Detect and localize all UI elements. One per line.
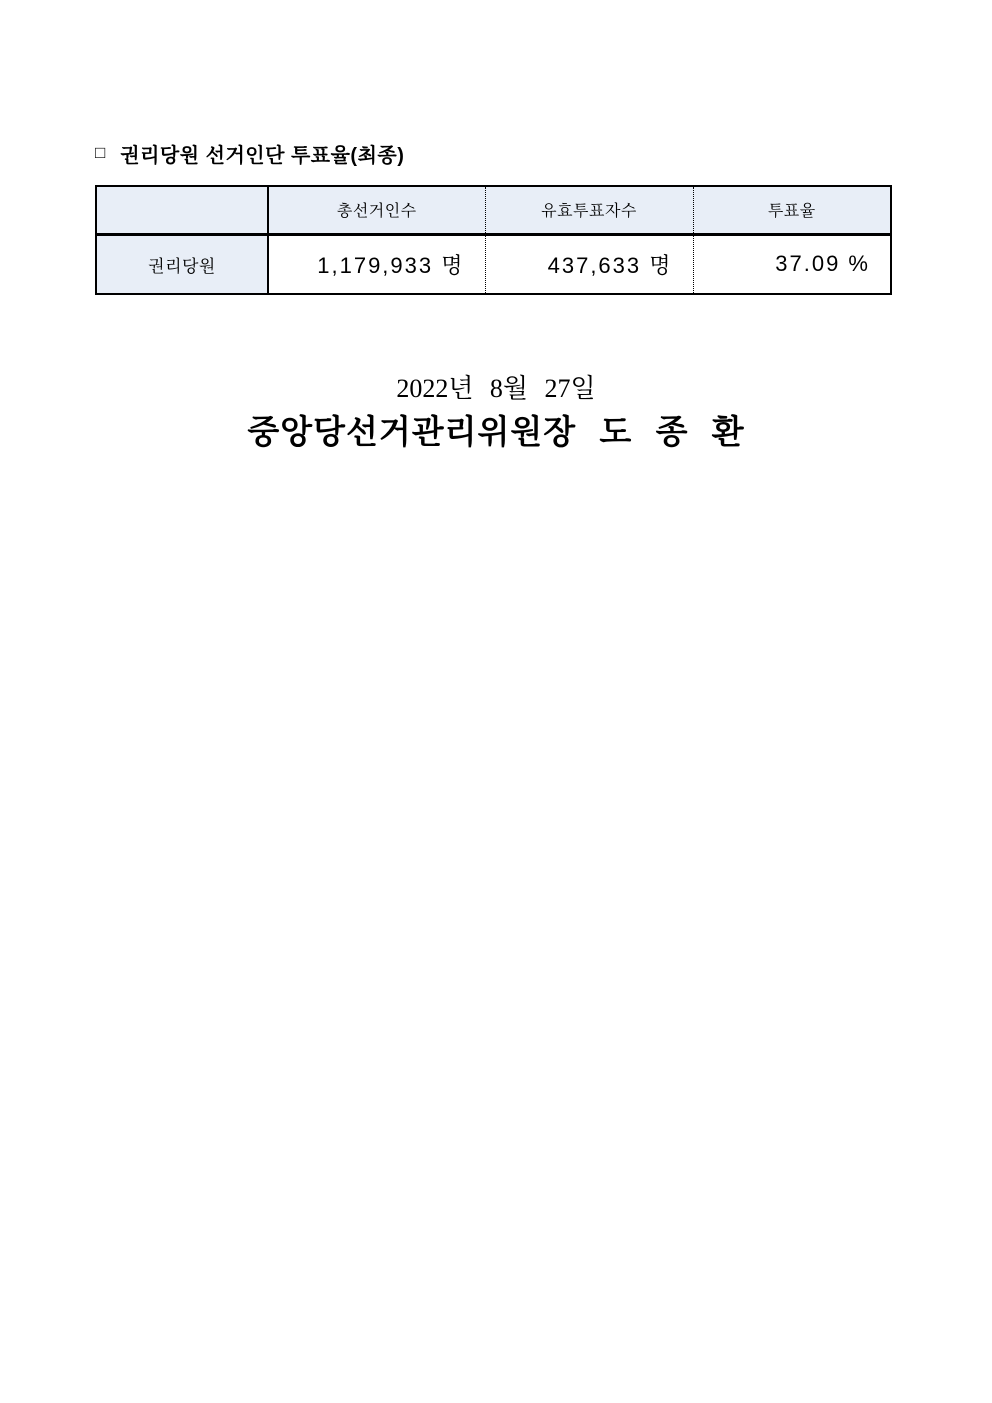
- total-electors-value: 1,179,933 명: [268, 234, 485, 294]
- row-label-cell: 권리당원: [96, 234, 268, 294]
- signature: 중앙당선거관리위원장 도 종 환: [247, 415, 745, 451]
- square-bullet-icon: □: [95, 143, 106, 162]
- table-row: [96, 234, 891, 294]
- turnout-value: 37.09 %: [693, 234, 891, 294]
- table-header-row: [96, 186, 891, 234]
- header-cell-empty: [96, 186, 268, 234]
- turnout-table: [95, 185, 892, 295]
- header-cell-turnout: 투표율: [693, 186, 891, 234]
- document-date: 2022년 8월 27일: [396, 374, 596, 403]
- section-heading-text: 권리당원 선거인단 투표율(최종): [120, 145, 405, 167]
- section-heading: [95, 139, 404, 168]
- valid-voters-value: 437,633 명: [485, 234, 693, 294]
- header-cell-total-electors: 총선거인수: [268, 186, 485, 234]
- header-cell-valid-voters: 유효투표자수: [485, 186, 693, 234]
